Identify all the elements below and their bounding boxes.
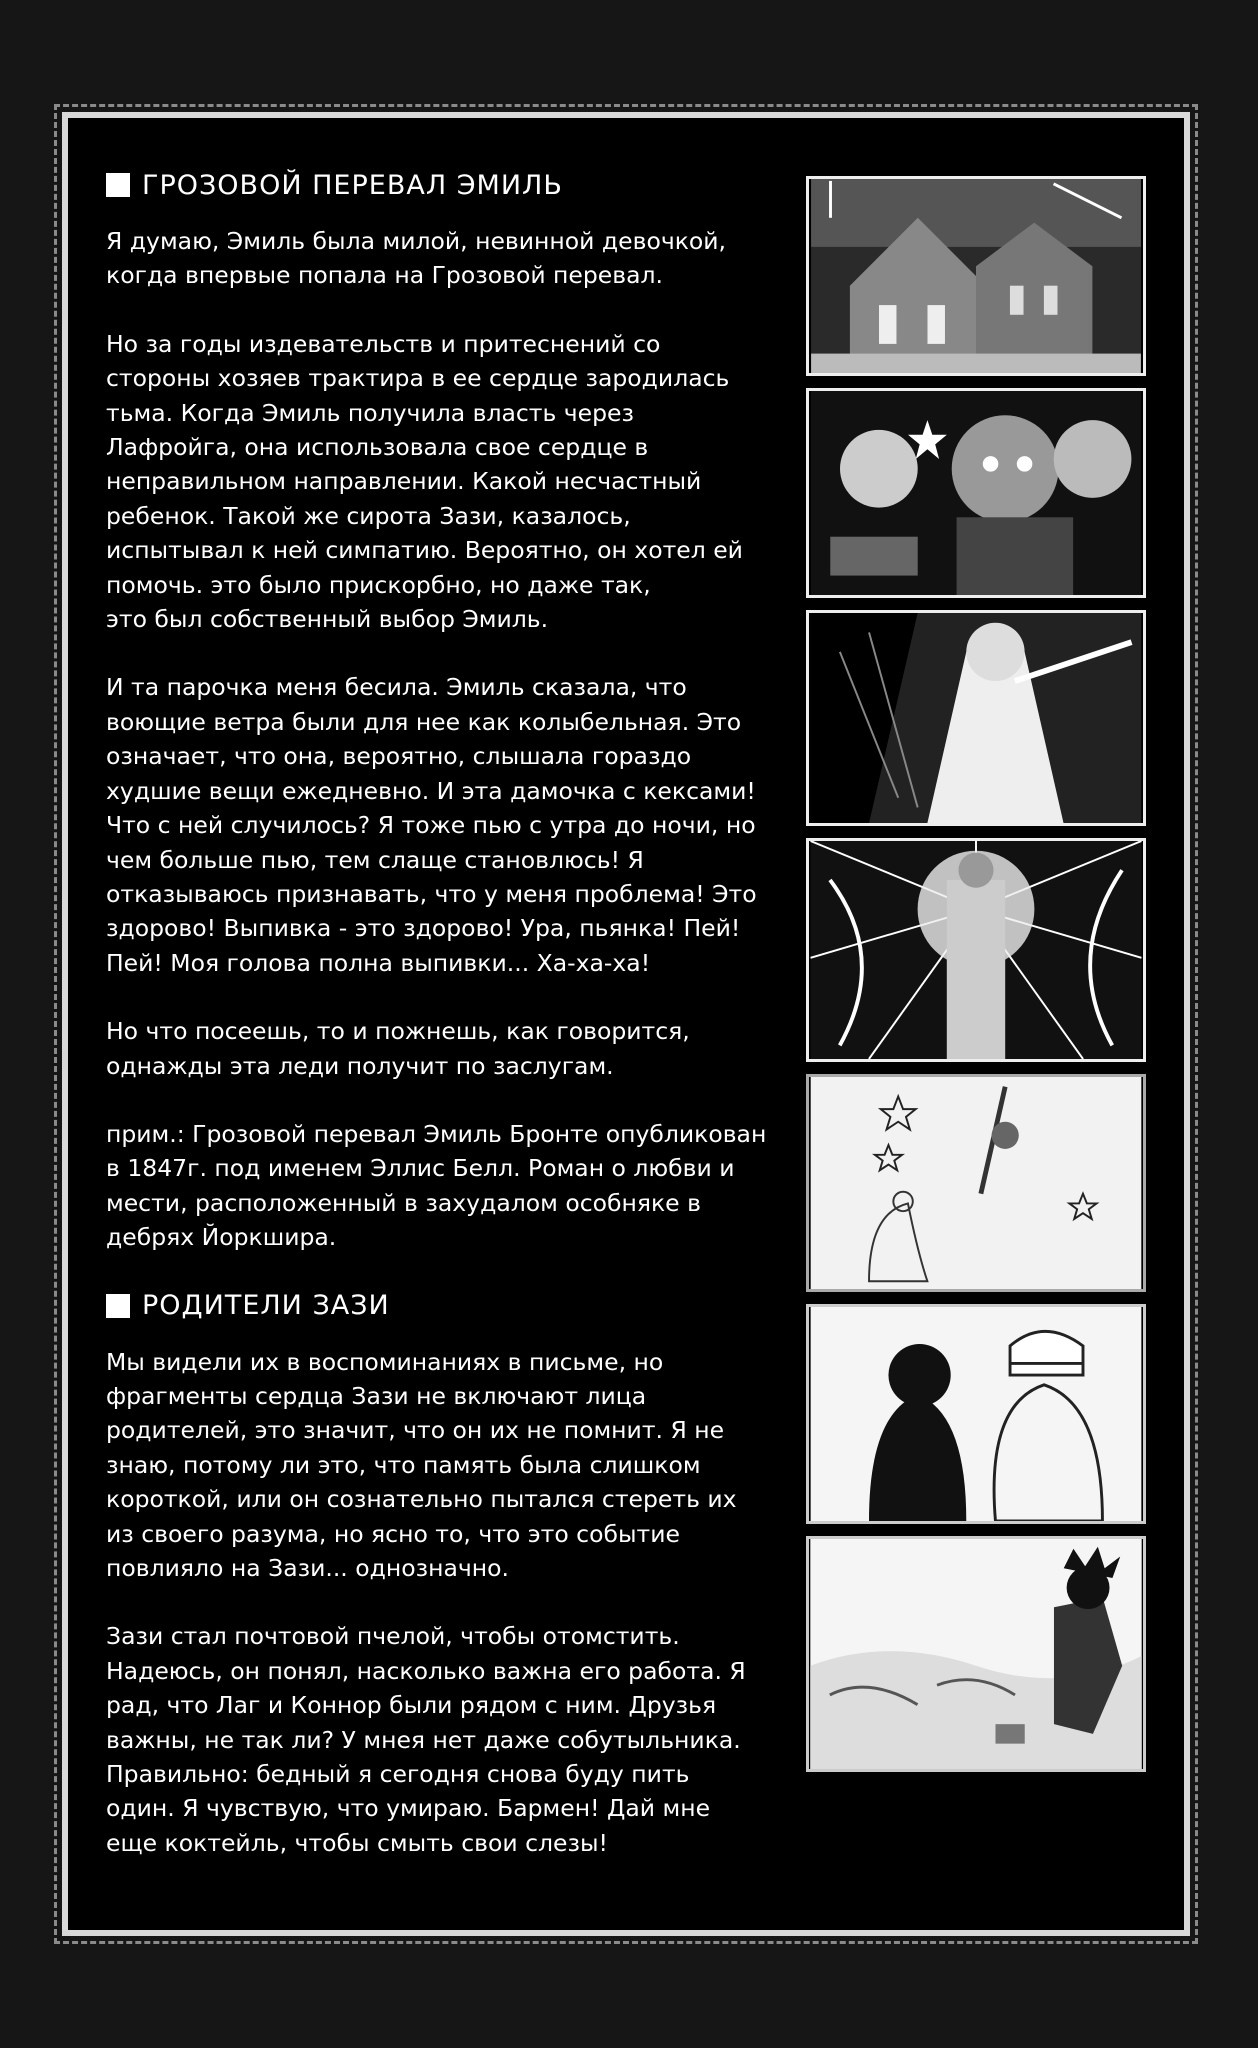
- text-column: [106, 168, 796, 1894]
- paragraph: Я думаю, Эмиль была милой, невинной девочкой, когда впервые попала на Грозовой перевал.: [106, 227, 727, 290]
- square-bullet-icon: [106, 1294, 130, 1318]
- manor-house-panel: [806, 176, 1146, 376]
- paragraph: Зази стал почтовой пчелой, чтобы отомстить. Надеюсь, он понял, насколько важна его работа. Я рад, что Лаг и Коннор были рядом с ним. Друзья важны, не так ли? У мнея нет даже собутыльника. Правильно: бедный я сегодня снова буду пить один. Я чувствую, что умираю. Бармен! Дай мне еще коктейль, чтобы смыть свои слезы!: [106, 1622, 746, 1857]
- square-bullet-icon: [106, 173, 130, 197]
- section-heading-zazie-parents: [106, 1289, 796, 1323]
- falling-figure-illustration: [809, 1077, 1143, 1289]
- innkeepers-illustration: [809, 391, 1143, 595]
- innkeepers-panel: [806, 388, 1146, 598]
- battlefield-panel: [806, 1536, 1146, 1772]
- radiant-figure-illustration: [809, 841, 1143, 1059]
- section-title: ГРОЗОВОЙ ПЕРЕВАЛ ЭМИЛЬ: [142, 169, 563, 201]
- falling-figure-panel: [806, 1074, 1146, 1292]
- radiant-figure-panel: [806, 838, 1146, 1062]
- emil-girl-panel: [806, 610, 1146, 826]
- section-title: РОДИТЕЛИ ЗАЗИ: [142, 1290, 390, 1322]
- section-heading-wuthering: [106, 168, 796, 202]
- manor-house-illustration: [809, 179, 1143, 373]
- footnote-paragraph: прим.: Грозовой перевал Эмиль Бронте опубликован в 1847г. под именем Эллис Белл. Роман о любви и мести, расположенный в захудалом особняке в дебрях Йоркшира.: [106, 1119, 767, 1252]
- paragraph: Но за годы издевательств и притеснений со стороны хозяев трактира в ее сердце зародилась тьма. Когда Эмиль получила власть через Лафройга, она использовала свое сердце в неправильном направлении. Какой несчастный ребенок. Такой же сирота Зази, казалось, испытывал к ней симпатию. Вероятно, он хотел ей помочь. это было прискорбно, но даже так, это был собственный выбор Эмиль.: [106, 329, 743, 634]
- battlefield-illustration: [809, 1539, 1143, 1769]
- paragraph: Но что посеешь, то и пожнешь, как говорится, однажды эта леди получит по заслугам.: [106, 1017, 690, 1080]
- parents-silhouette-panel: [806, 1304, 1146, 1524]
- parents-silhouette-illustration: [809, 1307, 1143, 1521]
- emil-girl-illustration: [809, 613, 1143, 823]
- paragraph: Мы видели их в воспоминаниях в письме, но фрагменты сердца Зази не включают лица родителей, это значит, что он их не помнит. Я не знаю, потому ли это, что память была слишком короткой, или он сознательно пытался стереть их из своего разума, но ясно то, что это событие повлияло на Зази... однозначно.: [106, 1347, 737, 1582]
- paragraph: И та парочка меня бесила. Эмиль сказала, что воющие ветра были для нее как колыбельная. Это означает, что она, вероятно, слышала гораздо худшие вещи ежедневно. И эта дамочка с кексами! Что с ней случилось? Я тоже пью с утра до ночи, но чем больше пью, тем слаще становлюсь! Я отказываюсь признавать, что у меня проблема! Это здорово! Выпивка - это здорово! Ура, пьянка! Пей! Пей! Моя голова полна выпивки... Ха-ха-ха!: [106, 673, 757, 977]
